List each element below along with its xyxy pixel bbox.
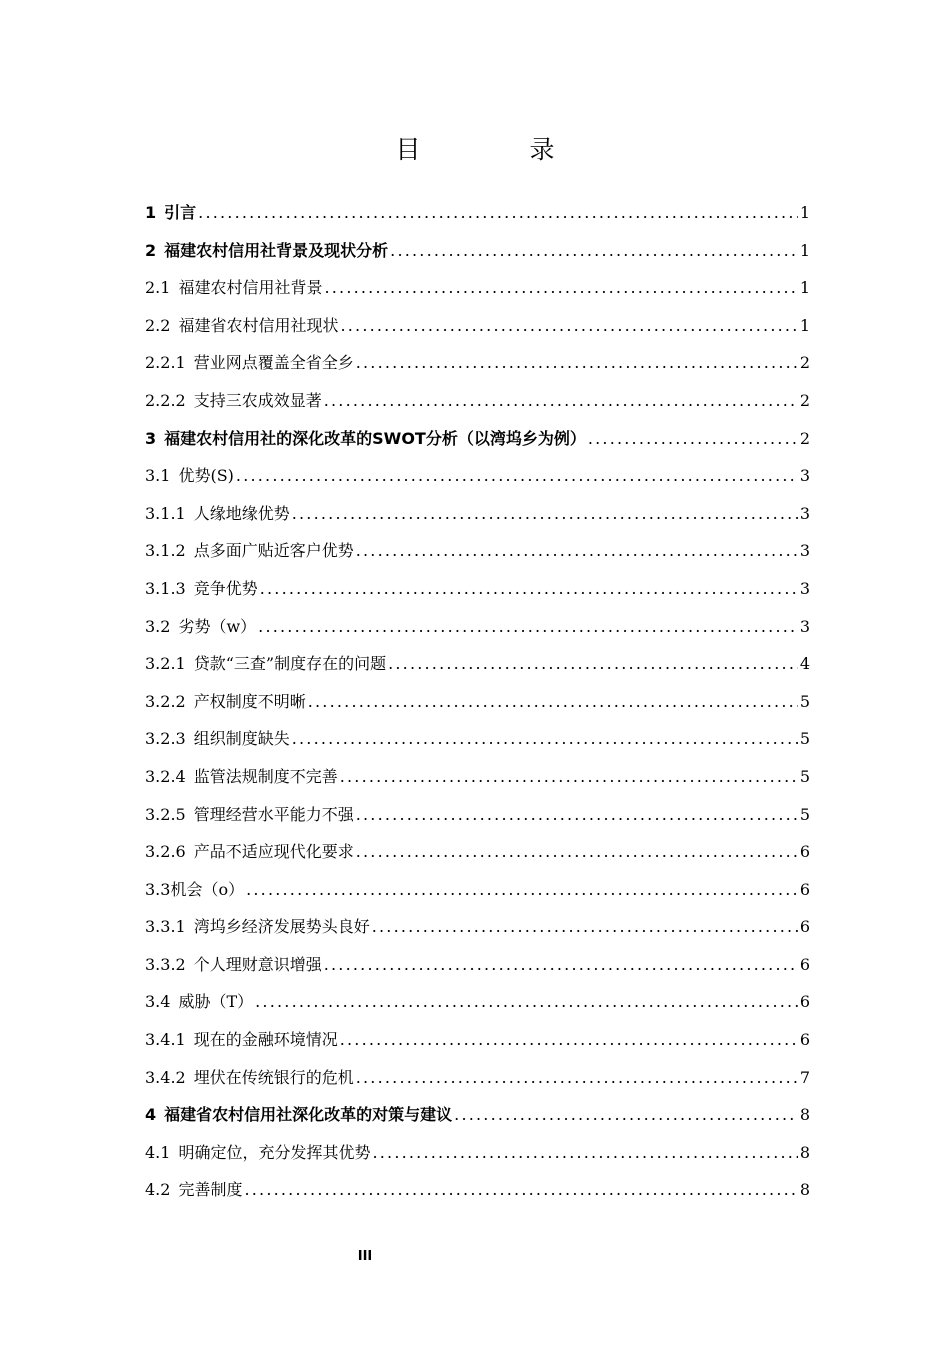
toc-entry-title: 竞争优势 bbox=[193, 578, 258, 598]
toc-entry-page: 5 bbox=[799, 691, 810, 711]
toc-dot-leader bbox=[454, 1096, 798, 1134]
toc-entry-page: 8 bbox=[799, 1105, 810, 1125]
toc-entry[interactable] bbox=[145, 1021, 810, 1059]
toc-entry-number: 3.1.2 bbox=[145, 541, 186, 561]
toc-entry[interactable] bbox=[145, 983, 810, 1021]
toc-dot-leader bbox=[340, 758, 798, 796]
toc-dot-leader bbox=[356, 532, 798, 570]
toc-entry-title: 威胁（T） bbox=[178, 992, 254, 1012]
toc-entry-number: 4 bbox=[145, 1105, 157, 1125]
toc-entry[interactable] bbox=[145, 720, 810, 758]
toc-entry-page: 1 bbox=[799, 278, 810, 298]
toc-entry-title: 监管法规制度不完善 bbox=[193, 766, 338, 786]
toc-entry-number: 3.1.1 bbox=[145, 503, 186, 523]
toc-entry-title: 点多面广贴近客户优势 bbox=[193, 541, 354, 561]
toc-entry[interactable] bbox=[145, 833, 810, 871]
toc-entry[interactable] bbox=[145, 1134, 810, 1172]
toc-entry[interactable] bbox=[145, 608, 810, 646]
toc-dot-leader bbox=[246, 871, 798, 909]
toc-entry[interactable] bbox=[145, 570, 810, 608]
toc-entry[interactable] bbox=[145, 946, 810, 984]
toc-dot-leader bbox=[308, 683, 798, 721]
toc-entry-title: 贷款“三查”制度存在的问题 bbox=[193, 654, 387, 674]
toc-entry-page: 7 bbox=[799, 1067, 810, 1087]
toc-entry-page: 5 bbox=[799, 766, 810, 786]
toc-entry-page: 3 bbox=[799, 541, 810, 561]
toc-entry-title: 现在的金融环境情况 bbox=[193, 1030, 338, 1050]
toc-entry-page: 2 bbox=[799, 353, 810, 373]
toc-entry[interactable] bbox=[145, 871, 810, 909]
toc-entry-number: 3.3.2 bbox=[145, 954, 186, 974]
toc-dot-leader bbox=[198, 194, 798, 232]
toc-entry-number: 3.2.6 bbox=[145, 842, 186, 862]
toc-dot-leader bbox=[340, 1021, 798, 1059]
toc-entry-page: 2 bbox=[799, 390, 810, 410]
toc-entry-number: 3.2 bbox=[145, 616, 171, 636]
toc-entry[interactable] bbox=[145, 1096, 810, 1134]
toc-entry-number: 4.2 bbox=[145, 1180, 171, 1200]
toc-entry[interactable] bbox=[145, 194, 810, 232]
toc-entry-number: 3.2.3 bbox=[145, 729, 186, 749]
page-number: III bbox=[357, 1249, 373, 1264]
toc-entry-page: 8 bbox=[799, 1142, 810, 1162]
toc-entry-title: 明确定位，充分发挥其优势 bbox=[178, 1142, 371, 1162]
toc-entry-page: 5 bbox=[799, 804, 810, 824]
toc-entry[interactable] bbox=[145, 382, 810, 420]
toc-entry-page: 1 bbox=[799, 203, 810, 222]
toc-dot-leader bbox=[372, 908, 798, 946]
toc-entry-number: 3.1.3 bbox=[145, 578, 186, 598]
toc-dot-leader bbox=[356, 1059, 798, 1097]
page-title: 目 录 bbox=[395, 135, 597, 164]
toc-entry-title: 完善制度 bbox=[178, 1180, 243, 1200]
toc-entry-title: 福建农村信用社背景及现状分析 bbox=[164, 240, 389, 260]
toc-dot-leader bbox=[390, 232, 798, 270]
toc-entry-page: 1 bbox=[799, 240, 810, 260]
toc-dot-leader bbox=[255, 983, 798, 1021]
toc-entry-number: 3.2.4 bbox=[145, 766, 186, 786]
toc-entry-page: 1 bbox=[799, 315, 810, 335]
toc-dot-leader bbox=[244, 1171, 797, 1209]
toc-entry-title: 福建省农村信用社现状 bbox=[178, 315, 339, 335]
toc-entry-number: 3.4.1 bbox=[145, 1030, 186, 1050]
toc-entry-page: 8 bbox=[799, 1180, 810, 1200]
toc-entry[interactable] bbox=[145, 269, 810, 307]
toc-entry-title: 优势(S) bbox=[178, 466, 234, 486]
toc-entry-page: 6 bbox=[799, 842, 810, 862]
toc-entry-title: 个人理财意识增强 bbox=[193, 954, 322, 974]
toc-entry[interactable] bbox=[145, 796, 810, 834]
toc-entry-number: 3.3.1 bbox=[145, 917, 186, 937]
toc-entry[interactable] bbox=[145, 420, 810, 458]
toc-entry-number: 3.2.5 bbox=[145, 804, 186, 824]
toc-entry[interactable] bbox=[145, 495, 810, 533]
toc-dot-leader bbox=[372, 1134, 797, 1172]
toc-entry-page: 4 bbox=[799, 654, 810, 674]
toc-entry-page: 6 bbox=[799, 992, 810, 1012]
toc-entry-page: 3 bbox=[799, 616, 810, 636]
toc-entry-title: 产权制度不明晰 bbox=[193, 691, 306, 711]
toc-entry[interactable] bbox=[145, 908, 810, 946]
toc-dot-leader bbox=[292, 720, 798, 758]
toc-entry-number: 3.2.2 bbox=[145, 691, 186, 711]
toc-entry-number: 1 bbox=[145, 203, 157, 222]
toc-entry-title: 埋伏在传统银行的危机 bbox=[193, 1067, 354, 1087]
toc-entry-title: 福建农村信用社的深化改革的SWOT分析（以湾坞乡为例） bbox=[164, 428, 586, 448]
toc-entry-title: 引言 bbox=[164, 203, 197, 222]
toc-dot-leader bbox=[324, 269, 797, 307]
toc-entry-number: 4.1 bbox=[145, 1142, 171, 1162]
toc-entry-page: 5 bbox=[799, 729, 810, 749]
toc-entry[interactable] bbox=[145, 307, 810, 345]
toc-entry-number: 2.1 bbox=[145, 278, 171, 298]
toc-entry-title: 组织制度缺失 bbox=[193, 729, 290, 749]
toc-dot-leader bbox=[356, 344, 798, 382]
toc-entry[interactable] bbox=[145, 232, 810, 270]
toc-dot-leader bbox=[388, 645, 798, 683]
toc-entry-page: 6 bbox=[799, 954, 810, 974]
toc-dot-leader bbox=[324, 946, 798, 984]
toc-entry[interactable] bbox=[145, 344, 810, 382]
toc-dot-leader bbox=[340, 307, 797, 345]
toc-dot-leader bbox=[258, 608, 798, 646]
toc-entry-number: 3.2.1 bbox=[145, 654, 186, 674]
toc-entry[interactable] bbox=[145, 758, 810, 796]
toc-dot-leader bbox=[356, 833, 798, 871]
toc-entry-number: 3.4.2 bbox=[145, 1067, 186, 1087]
toc-entry-title: 营业网点覆盖全省全乡 bbox=[193, 353, 354, 373]
toc-entry-title: 福建省农村信用社深化改革的对策与建议 bbox=[164, 1105, 453, 1125]
toc-entry-number: 3.3 bbox=[145, 879, 171, 899]
toc-entry[interactable] bbox=[145, 1059, 810, 1097]
toc-entry-page: 6 bbox=[799, 879, 810, 899]
toc-entry-number: 2 bbox=[145, 240, 157, 260]
toc-entry-title: 机会（o） bbox=[170, 879, 245, 899]
toc-entry-number: 3.4 bbox=[145, 992, 171, 1012]
toc-entry-number: 2.2.2 bbox=[145, 390, 186, 410]
toc-entry-title: 福建农村信用社背景 bbox=[178, 278, 323, 298]
toc-dot-leader bbox=[292, 495, 798, 533]
toc-entry[interactable] bbox=[145, 645, 810, 683]
toc-dot-leader bbox=[356, 796, 798, 834]
toc-entry-page: 2 bbox=[799, 428, 810, 448]
toc-entry-number: 2.2 bbox=[145, 315, 171, 335]
toc-entry-page: 3 bbox=[799, 578, 810, 598]
toc-entry[interactable] bbox=[145, 457, 810, 495]
toc-dot-leader bbox=[236, 457, 798, 495]
toc-entry-title: 管理经营水平能力不强 bbox=[193, 804, 354, 824]
toc-entry-title: 劣势（w） bbox=[178, 616, 257, 636]
toc-dot-leader bbox=[260, 570, 798, 608]
toc-entry[interactable] bbox=[145, 683, 810, 721]
toc-entry[interactable] bbox=[145, 532, 810, 570]
toc-entry-title: 人缘地缘优势 bbox=[193, 503, 290, 523]
toc-entry[interactable] bbox=[145, 1171, 810, 1209]
toc-dot-leader bbox=[588, 420, 798, 458]
toc-entry-title: 支持三农成效显著 bbox=[193, 390, 322, 410]
toc-entry-page: 6 bbox=[799, 917, 810, 937]
toc-entry-title: 湾坞乡经济发展势头良好 bbox=[193, 917, 370, 937]
toc-entry-title: 产品不适应现代化要求 bbox=[193, 842, 354, 862]
toc-entry-number: 3 bbox=[145, 428, 157, 448]
table-of-contents bbox=[145, 194, 810, 1209]
toc-entry-number: 2.2.1 bbox=[145, 353, 186, 373]
toc-entry-page: 3 bbox=[799, 466, 810, 486]
toc-entry-number: 3.1 bbox=[145, 466, 171, 486]
toc-dot-leader bbox=[324, 382, 798, 420]
toc-entry-page: 3 bbox=[799, 503, 810, 523]
toc-entry-page: 6 bbox=[799, 1030, 810, 1050]
